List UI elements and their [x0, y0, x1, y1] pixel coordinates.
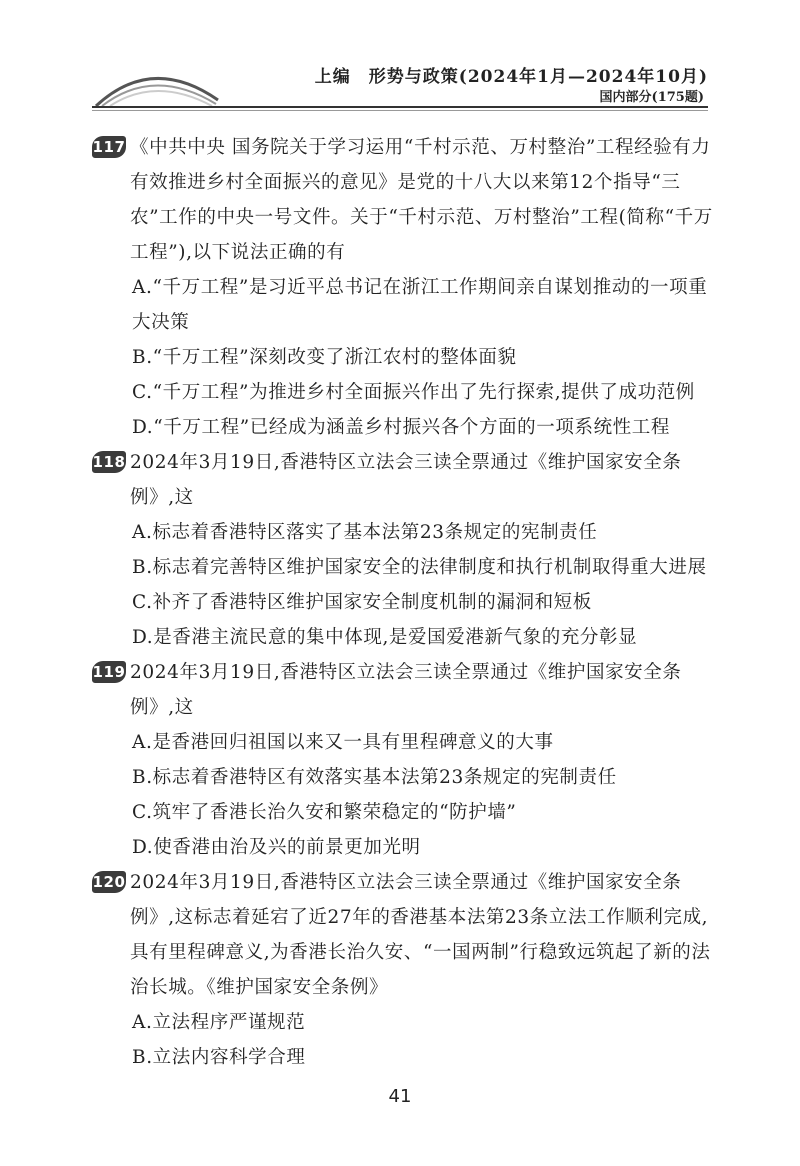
question-120: [92, 865, 722, 1075]
header-rule: [92, 106, 708, 108]
option-d[interactable]: D.是香港主流民意的集中体现,是爱国爱港新气象的充分彰显: [132, 627, 638, 648]
header-arc-decoration: [92, 60, 222, 110]
question-number-badge: 117: [92, 138, 126, 156]
option-b[interactable]: B.“千万工程”深刻改变了浙江农村的整体面貌: [132, 347, 517, 368]
header-rule-thin: [92, 110, 708, 111]
option-b[interactable]: B.标志着香港特区有效落实基本法第23条规定的宪制责任: [132, 767, 617, 788]
option-c[interactable]: C.筑牢了香港长治久安和繁荣稳定的“防护墙”: [132, 802, 517, 823]
question-117: [92, 130, 722, 445]
option-b[interactable]: B.立法内容科学合理: [132, 1047, 306, 1068]
question-119: [92, 655, 722, 865]
question-stem: 2024年3月19日,香港特区立法会三读全票通过《维护国家安全条例》,这标志着延宕了近27年的香港基本法第23条立法工作顺利完成,具有里程碑意义,为香港长治久安、“一国两制”行稳致远筑起了新的法治长城。《维护国家安全条例》: [130, 872, 711, 998]
option-d[interactable]: D.“千万工程”已经成为涵盖乡村振兴各个方面的一项系统性工程: [132, 417, 670, 438]
question-number-badge: 119: [92, 663, 126, 681]
option-b[interactable]: B.标志着完善特区维护国家安全的法律制度和执行机制取得重大进展: [132, 557, 707, 578]
option-a[interactable]: A.立法程序严谨规范: [132, 1012, 306, 1033]
header-title: 上编 形势与政策(2024年1月—2024年10月): [314, 67, 708, 87]
question-stem: 2024年3月19日,香港特区立法会三读全票通过《维护国家安全条例》,这: [130, 452, 682, 508]
question-list: [92, 130, 722, 1075]
header-subtitle: 国内部分(175题): [599, 90, 704, 105]
question-stem: 《中共中央 国务院关于学习运用“千村示范、万村整治”工程经验有力有效推进乡村全面振兴的意见》是党的十八大以来第12个指导“三农”工作的中央一号文件。关于“千村示范、万村整治”工程(简称“千万工程”),以下说法正确的有: [130, 137, 713, 263]
page-number: 41: [388, 1086, 412, 1107]
question-number-badge: 118: [92, 453, 126, 471]
option-a[interactable]: A.标志着香港特区落实了基本法第23条规定的宪制责任: [132, 522, 598, 543]
option-a[interactable]: A.是香港回归祖国以来又一具有里程碑意义的大事: [132, 732, 554, 753]
question-stem: 2024年3月19日,香港特区立法会三读全票通过《维护国家安全条例》,这: [130, 662, 682, 718]
question-118: [92, 445, 722, 655]
option-d[interactable]: D.使香港由治及兴的前景更加光明: [132, 837, 421, 858]
option-c[interactable]: C.“千万工程”为推进乡村全面振兴作出了先行探索,提供了成功范例: [132, 382, 695, 403]
option-c[interactable]: C.补齐了香港特区维护国家安全制度机制的漏洞和短板: [132, 592, 592, 613]
option-a[interactable]: A.“千万工程”是习近平总书记在浙江工作期间亲自谋划推动的一项重大决策: [132, 277, 708, 333]
question-number-badge: 120: [92, 873, 126, 891]
